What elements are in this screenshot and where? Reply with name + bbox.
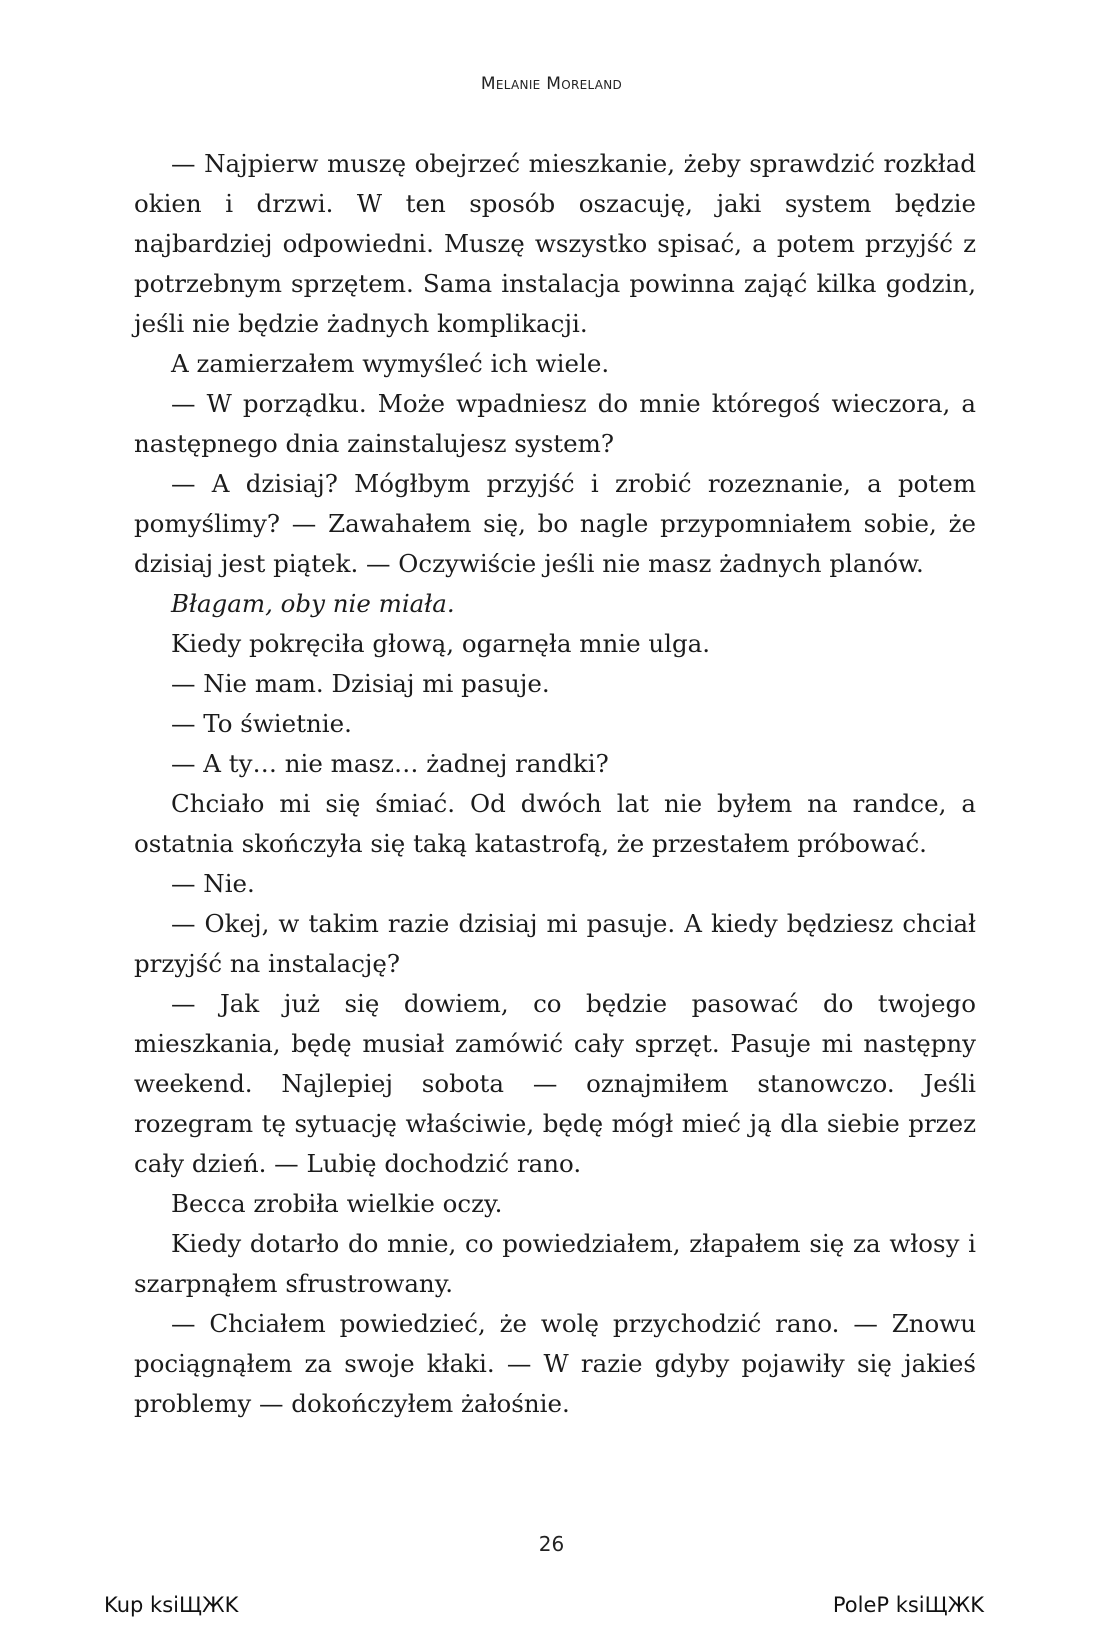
paragraph: — Nie mam. Dzisiaj mi pasuje. xyxy=(171,669,550,698)
page-number: 26 xyxy=(538,1532,565,1556)
buy-book-link[interactable]: Kup ksiЩЖK xyxy=(104,1593,239,1617)
paragraph: — Okej, w takim razie dzisiaj mi pasuje. A kiedy będziesz chciał przyjść na instalację? xyxy=(134,909,976,978)
paragraph: — Najpierw muszę obejrzeć mieszkanie, żeby sprawdzić rozkład okien i drzwi. W ten sposób oszacuję, jaki system będzie najbardziej odpowiedni. Muszę wszystko spisać, a potem przyjść z potrzebnym sprzętem. Sama instalacja powinna zająć kilka godzin, jeśli nie będzie żadnych komplikacji. xyxy=(134,149,976,338)
paragraph: Becca zrobiła wielkie oczy. xyxy=(171,1189,503,1218)
paragraph: Kiedy dotarło do mnie, co powiedziałem, złapałem się za włosy i szarpnąłem sfrustrowany. xyxy=(134,1229,976,1298)
paragraph: Chciało mi się śmiać. Od dwóch lat nie byłem na randce, a ostatnia skończyła się taką katastrofą, że przestałem próbować. xyxy=(134,789,976,858)
paragraph: — W porządku. Może wpadniesz do mnie któregoś wieczora, a następnego dnia zainstalujesz system? xyxy=(134,389,976,458)
paragraph: A zamierzałem wymyśleć ich wiele. xyxy=(171,349,610,378)
paragraph: — Chciałem powiedzieć, że wolę przychodzić rano. — Znowu pociągnąłem za swoje kłaki. — W razie gdyby pojawiły się jakieś problemy — dokończyłem żałośnie. xyxy=(134,1309,976,1418)
body-text xyxy=(134,144,976,1424)
recommend-book-link[interactable]: PoleP ksiЩЖK xyxy=(832,1593,984,1617)
paragraph: — Nie. xyxy=(171,869,255,898)
paragraph-italic: Błagam, oby nie miała. xyxy=(171,589,455,618)
paragraph: — Jak już się dowiem, co będzie pasować do twojego mieszkania, będę musiał zamówić cały sprzęt. Pasuje mi następny weekend. Najlepiej sobota — oznajmiłem stanowczo. Jeśli rozegram tę sytuację właściwie, będę mógł mieć ją dla siebie przez cały dzień. — Lubię dochodzić rano. xyxy=(134,989,976,1178)
paragraph: — To świetnie. xyxy=(171,709,352,738)
paragraph: — A ty… nie masz… żadnej randki? xyxy=(171,749,609,778)
paragraph: Kiedy pokręciła głową, ogarnęła mnie ulga. xyxy=(171,629,711,658)
running-head: Melanie Moreland xyxy=(480,74,623,94)
paragraph: — A dzisiaj? Mógłbym przyjść i zrobić rozeznanie, a potem pomyślimy? — Zawahałem się, bo nagle przypomniałem sobie, że dzisiaj jest piątek. — Oczywiście jeśli nie masz żadnych planów. xyxy=(134,469,976,578)
